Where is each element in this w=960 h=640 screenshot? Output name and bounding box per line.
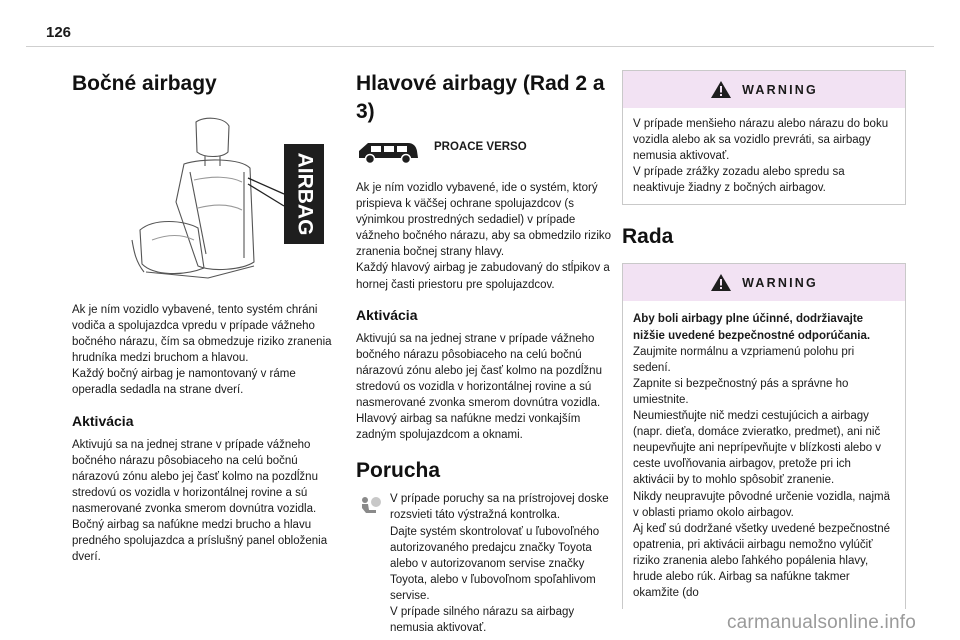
warning-label-1: WARNING xyxy=(742,82,818,97)
warning-header-2 xyxy=(623,264,905,301)
warning-triangle-icon xyxy=(710,273,732,292)
van-icon xyxy=(356,138,420,166)
warning-header-1 xyxy=(623,71,905,108)
vehicle-applicability xyxy=(356,138,618,166)
curtain-airbags-column xyxy=(356,70,618,636)
warning-body-2 xyxy=(623,301,905,609)
vehicle-label: PROACE VERSO xyxy=(434,141,527,153)
curtain-airbags-activation-text: Aktivujú sa na jednej strane v prípade vážneho bočného nárazu pôsobiaceho na celú bočnú nárazovú zónu alebo jej časť kolmo na pozdĺžnu stredovú os vozidla v horizontálnej rovine a sú nasmerované zvonka smerom dovnútra vozidla. Hlavový airbag sa nafúkne medzi vonkajším zadným spolujazdcom a oknami. xyxy=(356,332,602,442)
warning-body-1 xyxy=(623,108,905,204)
side-airbags-activation-text: Aktivujú sa na jednej strane v prípade vážneho bočného nárazu pôsobiaceho na celú bočnú nárazovú zónu alebo jej časť kolmo na pozdĺžnu stredovú os vozidla v horizontálnej rovine a sú nasmerované zvonka smerom dovnútra vozidla. Bočný airbag sa nafúkne medzi brucho a hlavu predného spolujazdca a príslušný panel obloženia dverí. xyxy=(72,438,328,564)
page-number: 126 xyxy=(46,24,72,41)
warning-box-2 xyxy=(622,263,906,609)
seat-airbag-drawing xyxy=(72,112,334,282)
seat-illustration xyxy=(72,112,334,282)
section-title-advice: Rada xyxy=(622,225,674,249)
fault-block xyxy=(356,491,618,636)
section-title-curtain-airbags: Hlavové airbagy (Rad 2 a 3) xyxy=(356,72,605,123)
curtain-airbags-intro: Ak je ním vozidlo vybavené, ide o systém, ktorý prispieva k väčšej ochrane spolujazdcov (s výnimkou prostredných sedadiel) v prípade vážneho bočného nárazu, aby sa obmedzilo riziko zranenia bočnej strany hlavy. Každý hlavový airbag je zabudovaný do stĺpikov a hornej časti priestoru pre spolujazdcov. xyxy=(356,182,612,291)
fault-text: V prípade poruchy sa na prístrojovej doske rozsvieti táto výstražná kontrolka. Dajte systém skontrolovať u ľubovoľného autorizovaného predajcu značky Toyota alebo v autorizovanom servise značky Toyota, alebo v ľubovoľnom spoľahlivom servise. V prípade silného nárazu sa airbagy nemusia aktivovať. xyxy=(390,493,609,635)
advice-text: Zaujmite normálnu a vzpriamenú polohu pri sedení. Zapnite si bezpečnostný pás a správne ho umiestnite. Neumiestňujte nič medzi cestujúcich a airbagy (napr. dieťa, domáce zvieratko, predmet), ani nič neupevňujte ani neprípevňujte v blízkosti alebo v ceste uvoľňovania airbagov, pretože pri ich aktivácii by to mohlo spôsobiť zranenie. Nikdy neupravujte pôvodné určenie vozidla, najmä v oblasti priamo okolo airbagov. Aj keď sú dodržané všetky uvedené bezpečnostné opatrenia, pri aktivácii airbagu nemožno vylúčiť riziko zranenia alebo ľahkého popálenia hlavy, hrude alebo rúk. Airbag sa nafúkne takmer okamžite (do xyxy=(633,345,891,600)
warning-box-1 xyxy=(622,70,906,205)
advice-lead: Aby boli airbagy plne účinné, dodržiavajte nižšie uvedené bezpečnostné odporúčania. xyxy=(633,313,871,342)
warning-triangle-icon xyxy=(710,80,732,99)
side-airbags-activation-title: Aktivácia xyxy=(72,412,134,429)
warnings-column xyxy=(622,70,906,609)
side-airbags-column xyxy=(72,70,334,565)
curtain-airbags-activation-title: Aktivácia xyxy=(356,306,418,323)
header-divider xyxy=(26,46,934,47)
watermark: carmanualsonline.info xyxy=(726,612,916,633)
airbag-badge-label: AIRBAG xyxy=(293,152,317,236)
section-title-side-airbags: Bočné airbagy xyxy=(72,72,217,95)
side-airbags-intro: Ak je ním vozidlo vybavené, tento systém chráni vodiča a spolujazdca vpredu v prípade vážneho bočného nárazu, čím sa obmedzuje riziko zranenia hrudníka medzi bruchom a hlavou. Každý bočný airbag je namontovaný v ráme operadla sedadla na strane dverí. xyxy=(72,304,332,397)
warning-label-2: WARNING xyxy=(742,275,818,290)
warning-text-1: V prípade menšieho nárazu alebo nárazu do boku vozidla alebo ak sa vozidlo prevráti, sa airbagy nemusia aktivovať. V prípade zrážky zozadu alebo spredu sa neaktivuje žiadny z bočných airbagov. xyxy=(633,118,889,195)
section-title-fault: Porucha xyxy=(356,459,441,483)
airbag-warning-light-icon xyxy=(356,495,382,517)
